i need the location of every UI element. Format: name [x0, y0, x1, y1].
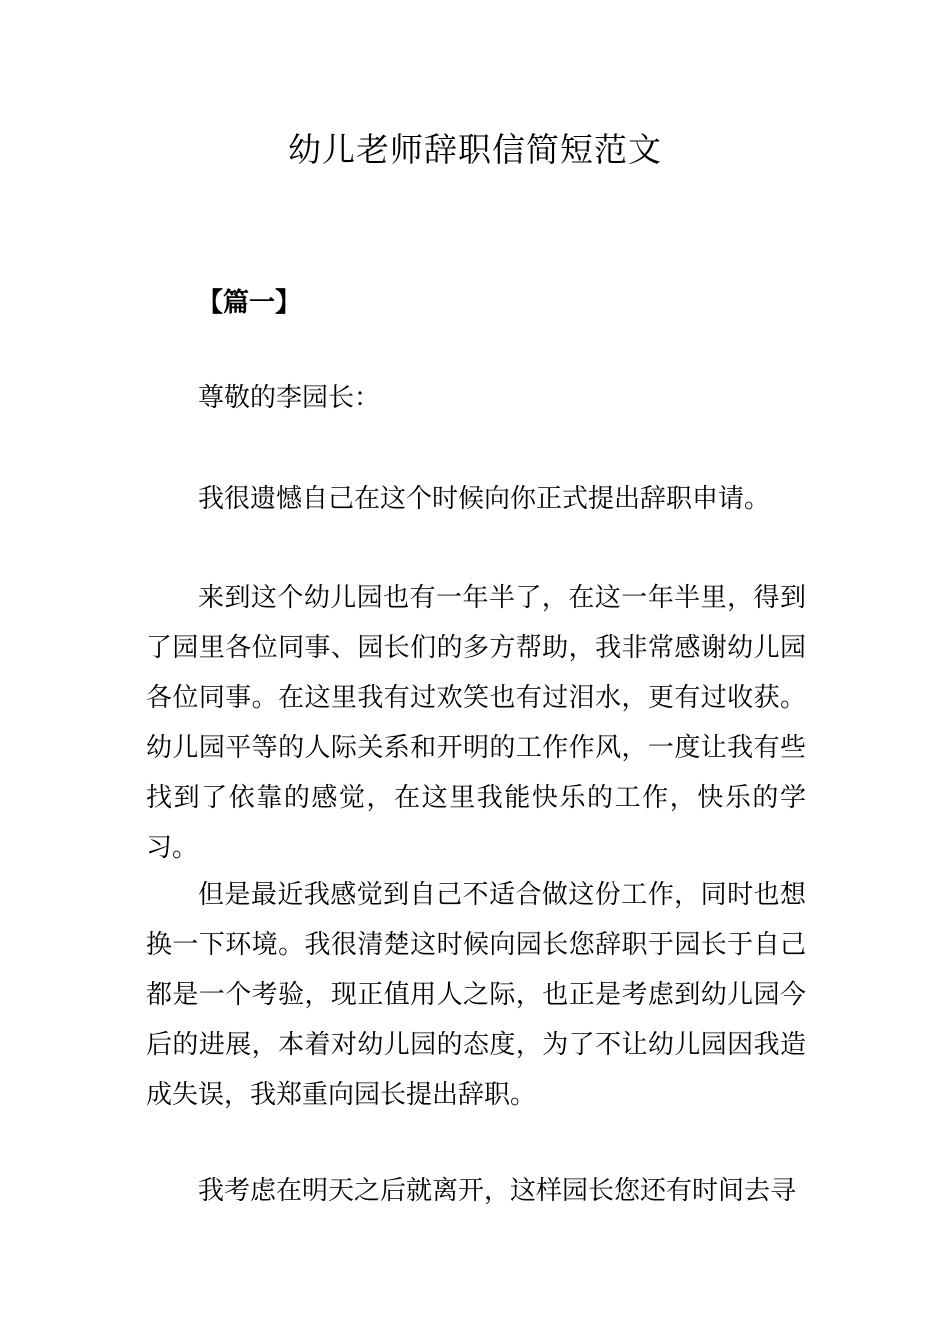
- section-label: 【篇一】: [197, 288, 302, 318]
- paragraph-3: 但是最近我感觉到自己不适合做这份工作，同时也想换一下环境。我很清楚这时候向园长您辞职于园长于自己都是一个考验，现正值用人之际，也正是考虑到幼儿园今后的进展，本着对幼儿园的态度，为了不让幼儿园因我造成失误，我郑重向园长提出辞职。: [146, 880, 806, 1110]
- paragraph-2: 来到这个幼儿园也有一年半了，在这一年半里，得到了园里各位同事、园长们的多方帮助，我非常感谢幼儿园各位同事。在这里我有过欢笑也有过泪水，更有过收获。幼儿园平等的人际关系和开明的工作作风，一度让我有些找到了依靠的感觉，在这里我能快乐的工作，快乐的学习。: [146, 583, 806, 863]
- paragraph-4: 我考虑在明天之后就离开，这样园长您还有时间去寻: [198, 1176, 797, 1206]
- salutation: 尊敬的李园长：: [198, 383, 381, 413]
- document-title: 幼儿老师辞职信简短范文: [288, 130, 662, 169]
- paragraph-1: 我很遗憾自己在这个时候向你正式提出辞职申请。: [198, 484, 771, 514]
